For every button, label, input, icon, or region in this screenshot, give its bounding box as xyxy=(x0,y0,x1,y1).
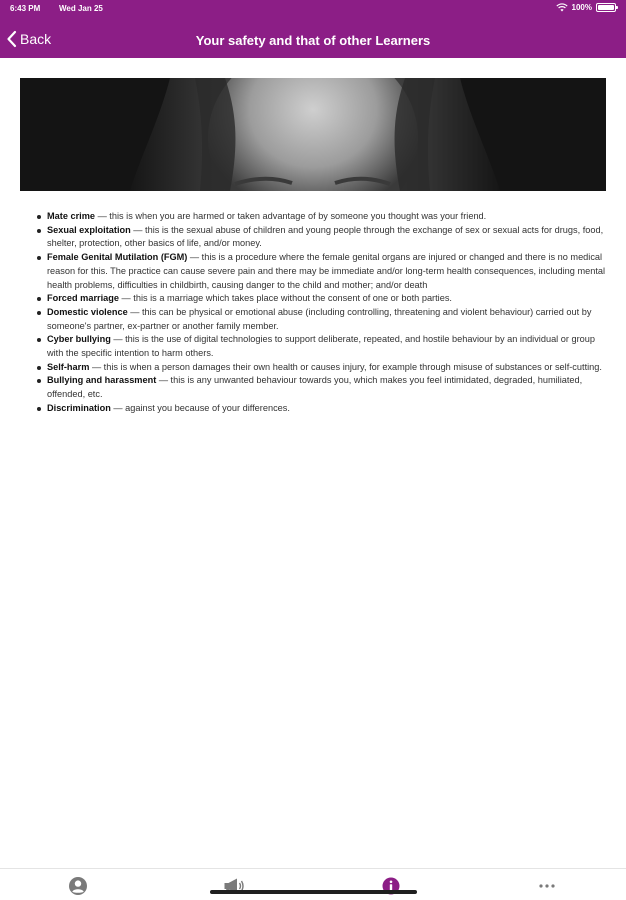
item-term: Discrimination xyxy=(47,402,111,413)
status-indicators xyxy=(556,3,616,12)
item-term: Cyber bullying xyxy=(47,334,111,345)
status-bar xyxy=(0,0,626,18)
bullet xyxy=(37,215,41,219)
face-photo xyxy=(20,78,606,191)
list-item xyxy=(47,374,607,401)
home-indicator xyxy=(210,890,417,894)
list-item xyxy=(47,402,607,416)
list-item xyxy=(47,306,607,333)
tab-bar xyxy=(0,868,626,900)
item-text: — against you because of your differences. xyxy=(110,402,290,413)
top-bar xyxy=(0,0,626,58)
profile-icon xyxy=(68,876,88,896)
item-term: Domestic violence xyxy=(47,306,128,317)
tab-profile[interactable] xyxy=(67,877,89,895)
item-term: Mate crime xyxy=(47,211,96,221)
item-text: — this is a marriage which takes place without the consent of one or both parties. xyxy=(119,293,452,304)
wifi-icon xyxy=(556,3,568,12)
definitions-list xyxy=(47,210,607,416)
safety-definitions xyxy=(47,210,607,416)
status-date: Wed Jan 25 xyxy=(59,4,103,13)
item-term: Forced marriage xyxy=(47,293,119,304)
battery-percent: 100% xyxy=(571,3,592,12)
item-term: Self-harm xyxy=(47,361,90,372)
item-text: — this is the use of digital technologies to support deliberate, repeated, and hostile behaviour by an individual or group with the specific intention to harm others. xyxy=(47,334,595,359)
item-term: Female Genital Mutilation (FGM) xyxy=(47,252,188,263)
list-item xyxy=(47,224,607,251)
list-item xyxy=(47,210,607,224)
item-text: — this is when you are harmed or taken advantage of by someone you thought was your friend. xyxy=(95,211,487,221)
item-term: Bullying and harassment xyxy=(47,375,157,386)
bullet xyxy=(37,366,41,370)
bullet xyxy=(37,379,41,383)
bullet xyxy=(37,256,41,260)
list-item xyxy=(47,292,607,306)
bullet xyxy=(37,311,41,315)
page-title: Your safety and that of other Learners xyxy=(195,33,431,48)
bullet xyxy=(37,407,41,411)
more-icon xyxy=(537,883,557,889)
bullet xyxy=(37,297,41,301)
list-item xyxy=(47,333,607,360)
list-item xyxy=(47,251,607,292)
navigation-bar xyxy=(0,22,626,58)
battery-icon xyxy=(596,3,616,12)
item-text: — this is any unwanted behaviour towards you, which makes you feel intimidated, degraded, humiliated, offended, etc. xyxy=(47,375,583,400)
item-term: Sexual exploitation xyxy=(47,224,131,235)
status-time: 6:43 PM xyxy=(10,4,41,13)
item-text: — this is when a person damages their own health or causes injury, for example through misuse of substances or self-cutting. xyxy=(89,361,602,372)
list-item xyxy=(47,361,607,375)
bullet xyxy=(37,338,41,342)
item-text: — this can be physical or emotional abuse (including controlling, threatening and violent behaviour) carried out by someone's partner, ex-partner or another family member. xyxy=(47,306,592,331)
item-text: — this is the sexual abuse of children and young people through the exchange of sex or sexual acts for drugs, food, shelter, protection, other basics of life, and/or money. xyxy=(47,224,604,249)
tab-more[interactable] xyxy=(536,877,558,895)
hero-image xyxy=(20,78,606,191)
back-label: Back xyxy=(20,31,52,47)
bullet xyxy=(37,229,41,233)
item-text: — this is a procedure where the female genital organs are injured or changed and there is no medical reason for this. The practice can cause severe pain and there may be immediate and/or long-term health consequences, including mental health problems, difficulties in childbirth, causing danger to the child and mother; and/or death xyxy=(47,252,606,290)
